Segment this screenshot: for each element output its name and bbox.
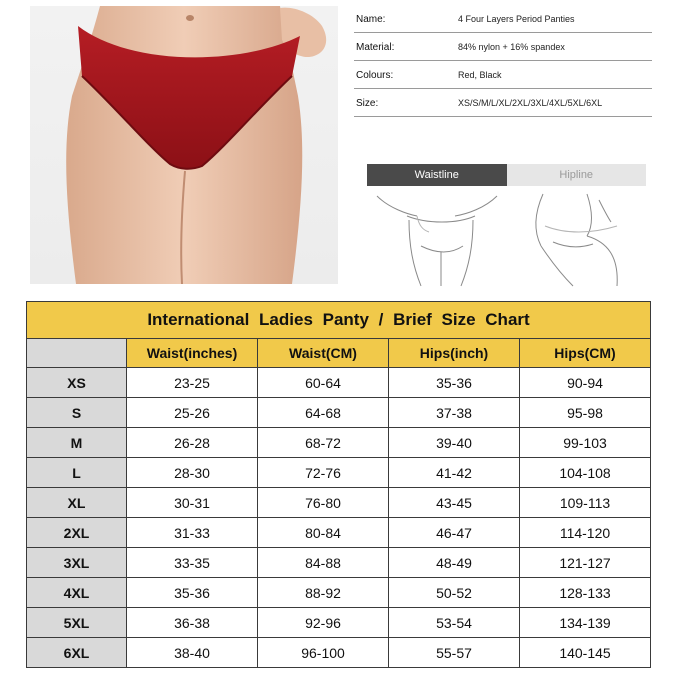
table-row [27,638,651,668]
tab-waistline[interactable]: Waistline [367,164,507,186]
table-cell: 26-28 [127,428,258,458]
spec-row-name [354,6,652,33]
table-row [27,488,651,518]
table-row [27,518,651,548]
table-cell: 114-120 [520,518,651,548]
column-header: Hips(inch) [389,339,520,368]
table-cell: 104-108 [520,458,651,488]
measuring-sketch-icon [367,186,646,288]
product-photo [30,6,338,284]
column-header [27,339,127,368]
table-cell: 134-139 [520,608,651,638]
spec-row-size [354,90,652,117]
table-cell: 140-145 [520,638,651,668]
table-cell: 50-52 [389,578,520,608]
spec-label: Size: [356,97,379,109]
table-cell: 96-100 [258,638,389,668]
size-cell: 2XL [27,518,127,548]
column-header: Waist(inches) [127,339,258,368]
table-cell: 60-64 [258,368,389,398]
table-cell: 39-40 [389,428,520,458]
size-cell: 4XL [27,578,127,608]
size-chart-header-row [27,339,651,368]
table-cell: 35-36 [389,368,520,398]
spec-value: XS/S/M/L/XL/2XL/3XL/4XL/5XL/6XL [458,98,603,108]
table-cell: 30-31 [127,488,258,518]
table-cell: 84-88 [258,548,389,578]
table-row [27,578,651,608]
table-cell: 33-35 [127,548,258,578]
spec-value: Red, Black [458,70,502,80]
table-cell: 37-38 [389,398,520,428]
table-cell: 25-26 [127,398,258,428]
table-cell: 55-57 [389,638,520,668]
table-cell: 53-54 [389,608,520,638]
size-cell: 3XL [27,548,127,578]
spec-list [354,6,652,118]
table-cell: 76-80 [258,488,389,518]
table-row [27,548,651,578]
size-chart-table [26,301,651,668]
table-cell: 109-113 [520,488,651,518]
table-cell: 36-38 [127,608,258,638]
table-cell: 88-92 [258,578,389,608]
size-cell: M [27,428,127,458]
table-cell: 80-84 [258,518,389,548]
table-cell: 72-76 [258,458,389,488]
tab-hipline[interactable]: Hipline [507,164,647,186]
measuring-sketch [367,186,646,288]
spec-value: 4 Four Layers Period Panties [458,14,575,24]
table-cell: 48-49 [389,548,520,578]
table-cell: 43-45 [389,488,520,518]
table-cell: 99-103 [520,428,651,458]
table-cell: 35-36 [127,578,258,608]
table-cell: 95-98 [520,398,651,428]
table-cell: 38-40 [127,638,258,668]
size-cell: L [27,458,127,488]
size-cell: 6XL [27,638,127,668]
product-photo-red-panties-icon [30,6,338,284]
spec-row-material [354,34,652,61]
spec-label: Name: [356,13,386,25]
table-cell: 68-72 [258,428,389,458]
size-cell: 5XL [27,608,127,638]
table-cell: 90-94 [520,368,651,398]
table-row [27,368,651,398]
table-cell: 28-30 [127,458,258,488]
column-header: Hips(CM) [520,339,651,368]
table-cell: 46-47 [389,518,520,548]
spec-label: Material: [356,41,395,53]
size-cell: XS [27,368,127,398]
table-row [27,608,651,638]
size-cell: XL [27,488,127,518]
table-row [27,398,651,428]
spec-label: Colours: [356,69,394,81]
table-row [27,458,651,488]
size-chart-title-row [27,302,651,339]
spec-row-colours [354,62,652,89]
measure-tabs [367,164,646,186]
spec-value: 84% nylon + 16% spandex [458,42,565,52]
table-cell: 128-133 [520,578,651,608]
table-row [27,428,651,458]
table-cell: 92-96 [258,608,389,638]
size-cell: S [27,398,127,428]
table-cell: 64-68 [258,398,389,428]
table-cell: 41-42 [389,458,520,488]
table-cell: 31-33 [127,518,258,548]
table-cell: 23-25 [127,368,258,398]
table-cell: 121-127 [520,548,651,578]
size-chart-title: International Ladies Panty / Brief Size Chart [27,302,651,339]
column-header: Waist(CM) [258,339,389,368]
